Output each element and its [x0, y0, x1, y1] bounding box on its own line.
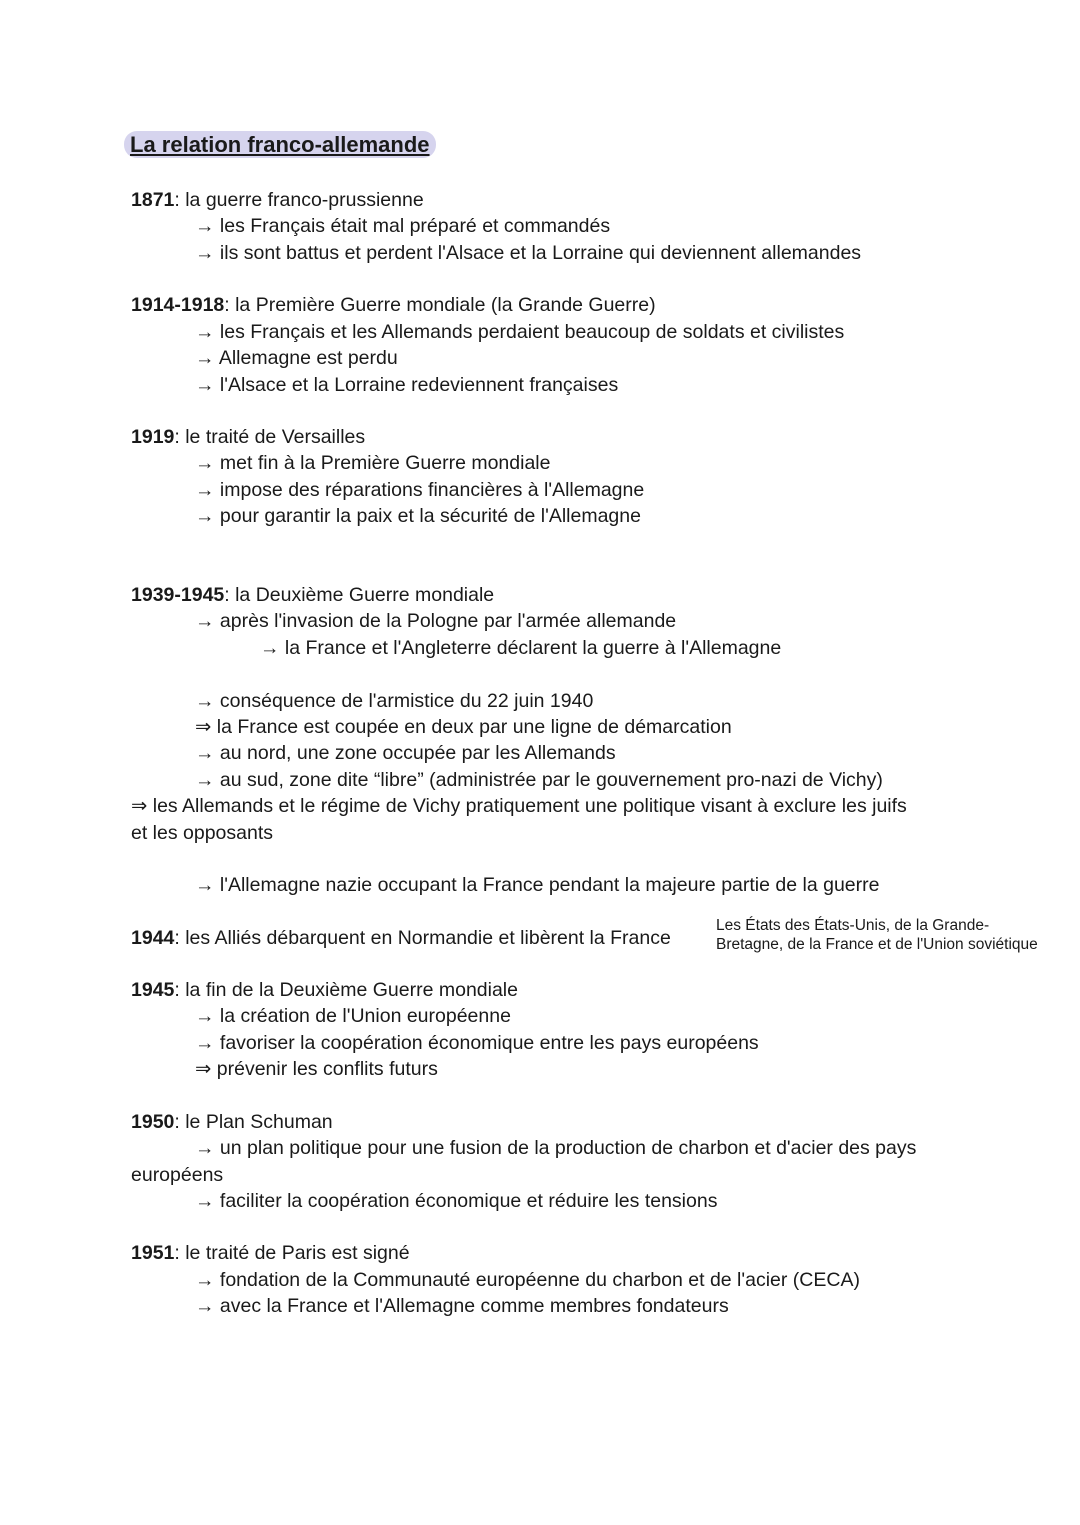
year-label: 1939-1945: [131, 584, 225, 606]
list-item-continuation: et les opposants: [131, 822, 274, 844]
section-1945-heading: [131, 978, 518, 1002]
year-label: 1919: [131, 426, 175, 448]
section-heading-text: : la fin de la Deuxième Guerre mondiale: [174, 979, 518, 1001]
list-item: → avec la France et l'Allemagne comme membres fondateurs: [195, 1295, 729, 1317]
section-1871-heading: [131, 188, 424, 212]
list-item: → conséquence de l'armistice du 22 juin 1940: [195, 690, 594, 712]
section-heading-text: : les Alliés débarquent en Normandie et libèrent la France: [174, 927, 671, 949]
list-item: → les Français et les Allemands perdaient beaucoup de soldats et civilistes: [195, 321, 845, 343]
section-heading-text: : la guerre franco-prussienne: [174, 189, 424, 211]
section-1919-heading: [131, 425, 365, 449]
list-item: → un plan politique pour une fusion de la production de charbon et d'acier des pays: [195, 1137, 917, 1159]
section-1950-heading: [131, 1110, 333, 1134]
list-item: → les Français était mal préparé et commandés: [195, 215, 611, 237]
side-note-line: Les États des États-Unis, de la Grande-: [716, 917, 990, 934]
list-item: → ils sont battus et perdent l'Alsace et la Lorraine qui deviennent allemandes: [195, 242, 862, 264]
year-label: 1950: [131, 1111, 175, 1133]
list-item: → la création de l'Union européenne: [195, 1005, 511, 1027]
year-label: 1871: [131, 189, 175, 211]
side-note-line: Bretagne, de la France et de l'Union soviétique: [716, 936, 1038, 953]
section-heading-text: : le traité de Paris est signé: [174, 1242, 410, 1264]
list-item: → favoriser la coopération économique entre les pays européens: [195, 1032, 759, 1054]
section-heading-text: : la Première Guerre mondiale (la Grande Guerre): [224, 294, 656, 316]
list-item: → au nord, une zone occupée par les Allemands: [195, 742, 616, 764]
list-item-outdented: ⇒ les Allemands et le régime de Vichy pratiquement une politique visant à exclure les juifs: [131, 795, 907, 817]
section-1939-heading: [131, 583, 494, 607]
list-item: ⇒ la France est coupée en deux par une ligne de démarcation: [195, 716, 732, 738]
list-item: → au sud, zone dite “libre” (administrée par le gouvernement pro-nazi de Vichy): [195, 769, 883, 791]
section-heading-text: : la Deuxième Guerre mondiale: [224, 584, 495, 606]
list-item: → fondation de la Communauté européenne du charbon et de l'acier (CECA): [195, 1269, 860, 1291]
list-item-nested: → la France et l'Angleterre déclarent la guerre à l'Allemagne: [260, 637, 782, 659]
section-heading-text: : le Plan Schuman: [174, 1111, 333, 1133]
page-title: La relation franco-allemande: [124, 131, 436, 158]
year-label: 1951: [131, 1242, 175, 1264]
list-item: ⇒ prévenir les conflits futurs: [195, 1058, 438, 1080]
section-1944-heading: [131, 926, 671, 950]
list-item: → faciliter la coopération économique et réduire les tensions: [195, 1190, 718, 1212]
list-item: → impose des réparations financières à l'Allemagne: [195, 479, 645, 501]
list-item: → l'Alsace et la Lorraine redeviennent françaises: [195, 374, 619, 396]
side-note: [716, 916, 1038, 954]
section-heading-text: : le traité de Versailles: [174, 426, 366, 448]
year-label: 1914-1918: [131, 294, 225, 316]
list-item-continuation: européens: [131, 1164, 224, 1186]
section-1914-heading: [131, 293, 656, 317]
list-item: → Allemagne est perdu: [195, 347, 398, 369]
section-1951-heading: [131, 1241, 410, 1265]
list-item: → pour garantir la paix et la sécurité de l'Allemagne: [195, 505, 641, 527]
year-label: 1944: [131, 927, 175, 949]
list-item: → après l'invasion de la Pologne par l'armée allemande: [195, 610, 677, 632]
year-label: 1945: [131, 979, 175, 1001]
list-item: → met fin à la Première Guerre mondiale: [195, 452, 551, 474]
list-item: → l'Allemagne nazie occupant la France pendant la majeure partie de la guerre: [195, 874, 880, 896]
